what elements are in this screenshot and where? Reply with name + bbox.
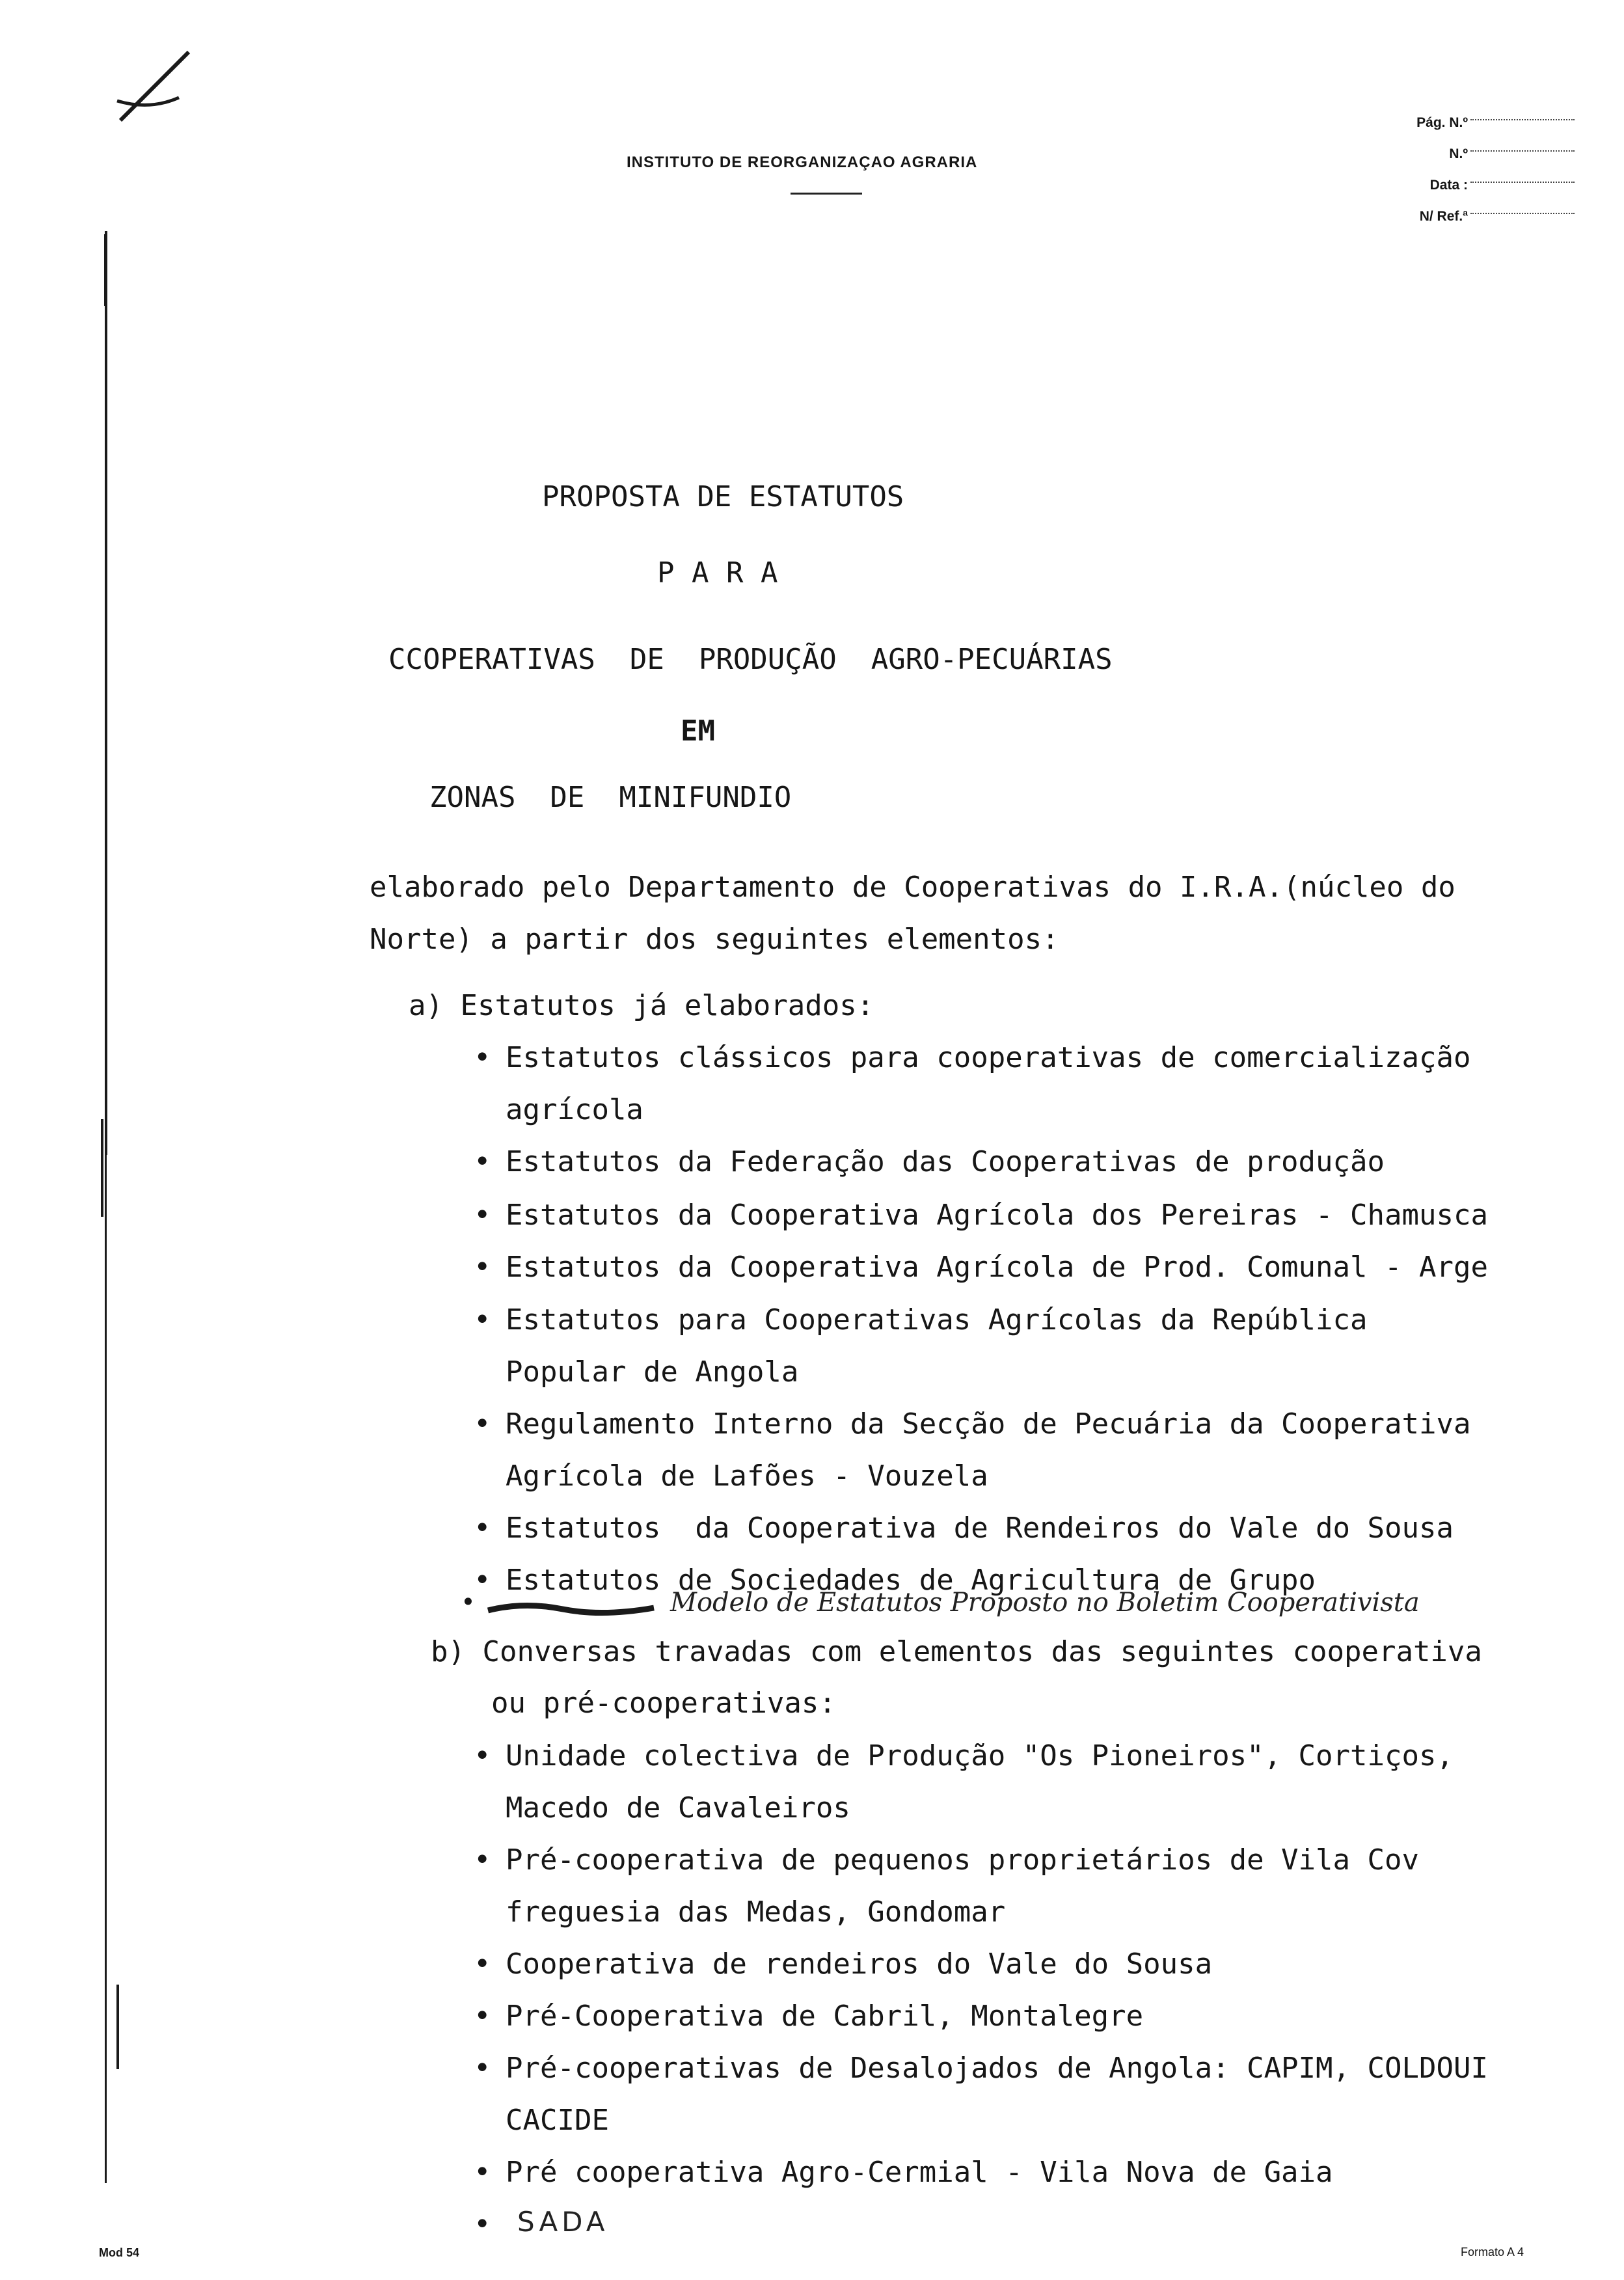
ref-field-label: N/ Ref.ª	[1419, 209, 1468, 224]
ref-field-number	[1379, 139, 1575, 170]
bullet-icon: •	[474, 1564, 491, 1597]
margin-mark-middle	[101, 1119, 103, 1217]
list-item: Estatutos de Sociedades de Agricultura de Grupo	[506, 1564, 1316, 1597]
bullet-icon: •	[474, 2208, 491, 2241]
handwritten-mark-icon	[104, 39, 202, 130]
list-item-continued: Macedo de Cavaleiros	[506, 1791, 850, 1825]
title-line-5: ZONAS DE MINIFUNDIO	[429, 781, 792, 814]
blank-line	[1470, 170, 1575, 183]
title-line-3: CCOPERATIVAS DE PRODUÇÃO AGRO-PECUÁRIAS	[388, 643, 1113, 676]
ref-field-label: N.º	[1449, 146, 1468, 161]
blank-line	[1470, 139, 1575, 152]
bullet-icon: •	[474, 1199, 491, 1232]
list-item: Estatutos da Cooperativa de Rendeiros do Vale do Sousa	[506, 1512, 1454, 1545]
bullet-icon: •	[474, 1407, 491, 1441]
handwritten-bullet-icon: •	[461, 1588, 476, 1616]
bullet-icon: •	[474, 1041, 491, 1074]
list-item: Cooperativa de rendeiros do Vale do Sousa	[506, 1948, 1213, 1981]
bullet-icon: •	[474, 1251, 491, 1284]
bullet-icon: •	[474, 2156, 491, 2189]
list-item-continued: CACIDE	[506, 2104, 609, 2137]
bullet-icon: •	[474, 1739, 491, 1772]
margin-mark-bottom	[116, 1985, 119, 2069]
bullet-icon: •	[474, 2052, 491, 2085]
list-item: Regulamento Interno da Secção de Pecuária da Cooperativa	[506, 1407, 1471, 1441]
ref-field-label: Data :	[1429, 178, 1468, 193]
section-b-heading: b) Conversas travadas com elementos das seguintes cooperativa	[431, 1635, 1482, 1668]
list-item: Pré-cooperativa de pequenos proprietários de Vila Cov	[506, 1843, 1419, 1877]
bullet-icon: •	[474, 1948, 491, 1981]
list-item-continued: Agrícola de Lafões - Vouzela	[506, 1459, 988, 1493]
bullet-icon: •	[474, 2000, 491, 2033]
ref-field-page	[1379, 107, 1575, 139]
blank-line	[1470, 201, 1575, 214]
margin-mark-top	[104, 234, 107, 306]
title-line-4: EM	[681, 714, 715, 748]
ref-field-ref	[1379, 201, 1575, 232]
list-item: Estatutos clássicos para cooperativas de comercialização	[506, 1041, 1471, 1074]
list-item-continued: agrícola	[506, 1093, 643, 1126]
reference-fields	[1379, 107, 1575, 232]
crossed-out-word-icon	[485, 1596, 664, 1622]
handwritten-item: SADA	[517, 2206, 609, 2238]
institute-name: INSTITUTO DE REORGANIZAÇAO AGRARIA	[627, 154, 978, 171]
ref-field-date	[1379, 170, 1575, 201]
ref-field-label: Pág. N.º	[1416, 115, 1468, 130]
section-b-heading-continued: ou pré-cooperativas:	[491, 1687, 836, 1720]
form-model-number: Mod 54	[99, 2246, 140, 2259]
list-item: Pré-Cooperativa de Cabril, Montalegre	[506, 2000, 1144, 2033]
margin-line-long	[105, 231, 107, 2183]
list-item: Estatutos da Federação das Cooperativas de produção	[506, 1145, 1385, 1178]
list-item: Pré cooperativa Agro-Cermial - Vila Nova de Gaia	[506, 2156, 1333, 2189]
list-item-continued: freguesia das Medas, Gondomar	[506, 1895, 1006, 1929]
handwritten-note: Modelo de Estatutos Proposto no Boletim Cooperativista	[670, 1588, 1420, 1618]
bullet-icon: •	[474, 1303, 491, 1337]
list-item: Estatutos da Cooperativa Agrícola dos Pereiras - Chamusca	[506, 1199, 1488, 1232]
intro-line-1: elaborado pelo Departamento de Cooperativas do I.R.A.(núcleo do	[370, 871, 1455, 904]
list-item-continued: Popular de Angola	[506, 1355, 799, 1389]
title-line-2: P A R A	[657, 556, 778, 590]
list-item: Unidade colectiva de Produção "Os Pioneiros", Cortiços,	[506, 1739, 1454, 1772]
list-item: Estatutos da Cooperativa Agrícola de Prod. Comunal - Arge	[506, 1251, 1488, 1284]
list-item: Estatutos para Cooperativas Agrícolas da República	[506, 1303, 1368, 1337]
bullet-icon: •	[474, 1512, 491, 1545]
blank-line	[1470, 107, 1575, 120]
intro-line-2: Norte) a partir dos seguintes elementos:	[370, 923, 1059, 956]
paper-format: Formato A 4	[1461, 2246, 1524, 2259]
bullet-icon: •	[474, 1843, 491, 1877]
header-rule	[791, 193, 862, 195]
list-item: Pré-cooperativas de Desalojados de Angola: CAPIM, COLDOUI	[506, 2052, 1488, 2085]
title-line-1: PROPOSTA DE ESTATUTOS	[542, 480, 904, 513]
bullet-icon: •	[474, 1145, 491, 1178]
section-a-heading: a) Estatutos já elaborados:	[409, 989, 874, 1022]
